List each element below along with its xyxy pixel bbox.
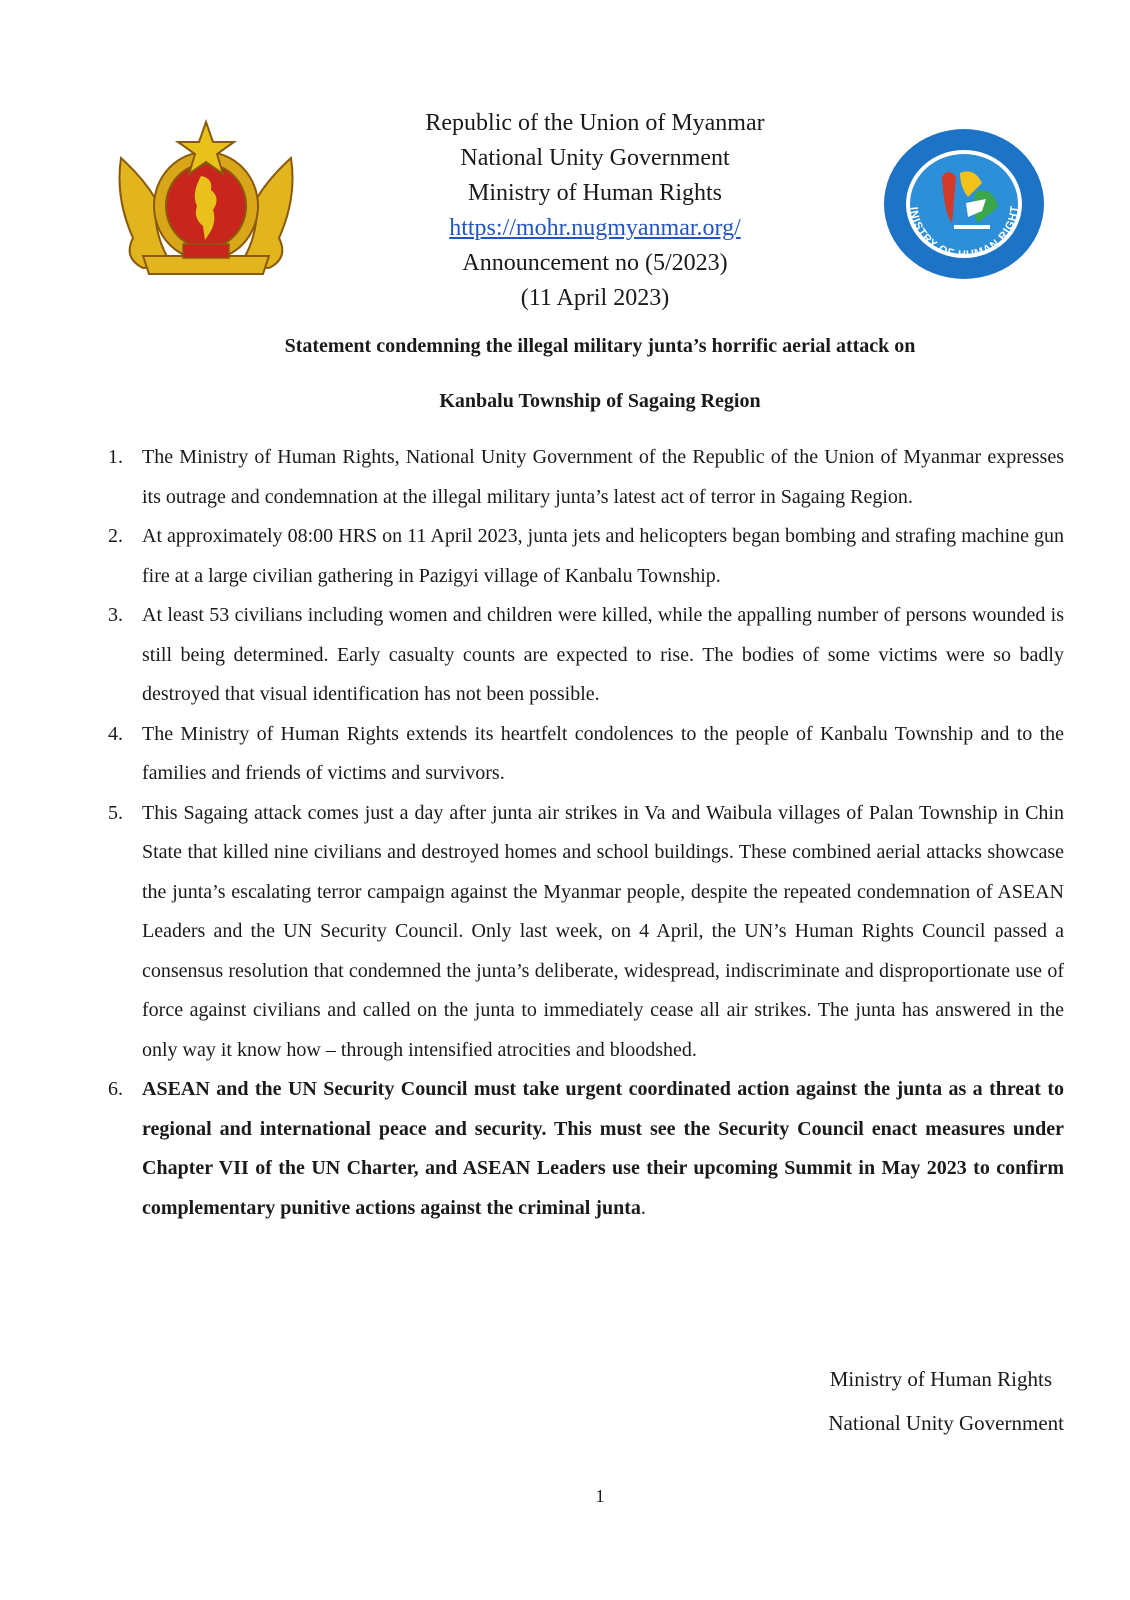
item-text: The Ministry of Human Rights, National Unity Government of the Republic of the Union of Myanmar expresses its outrage and condemnation at the illegal military junta’s latest act of terror in Sagaing Region. <box>142 446 1064 508</box>
logo-ring-text: INISTRY OF HUMAN RIGHT <box>907 204 1022 262</box>
signature-government: National Unity Government <box>828 1411 1064 1435</box>
item-number: 3. <box>108 604 123 626</box>
list-item <box>108 1070 1064 1228</box>
item-number: 4. <box>108 722 123 745</box>
ministry-logo <box>882 127 1046 281</box>
statement-title-line2: Kanbalu Township of Sagaing Region <box>439 390 761 412</box>
item-text: At least 53 civilians including women and children were killed, while the appalling number of persons wounded is still being determined. Early casualty counts are expected to rise. The bodies of some victims were so badly destroyed that visual identification has not been possible. <box>142 604 1064 705</box>
item-number: 2. <box>108 525 123 547</box>
announcement-number: Announcement no (5/2023) <box>462 250 728 276</box>
government-name: National Unity Government <box>460 145 730 171</box>
list-item <box>108 438 1064 517</box>
state-emblem-icon <box>113 118 299 276</box>
ministry-website-link[interactable]: https://mohr.nugmyanmar.org/ <box>449 215 741 241</box>
list-item <box>108 596 1064 715</box>
ministry-logo-icon <box>882 127 1046 281</box>
item-number: 1. <box>108 446 123 468</box>
state-emblem <box>113 118 299 276</box>
list-item <box>108 517 1064 596</box>
item-number: 6. <box>108 1078 123 1100</box>
country-name: Republic of the Union of Myanmar <box>425 110 765 136</box>
item-text: The Ministry of Human Rights extends its heartfelt condolences to the people of Kanbalu Township and to the families and friends of victims and survivors. <box>142 722 1064 784</box>
item-text: This Sagaing attack comes just a day after junta air strikes in Va and Waibula villages of Palan Township in Chin State that killed nine civilians and destroyed homes and school buildings. These combined aerial attacks showcase the junta’s escalating terror campaign against the Myanmar people, despite the repeated condemnation of ASEAN Leaders and the UN Security Council. Only last week, on 4 April, the UN’s Human Rights Council passed a consensus resolution that condemned the junta’s deliberate, widespread, indiscriminate and disproportionate use of force against civilians and called on the junta to immediately cease all air strikes. The junta has answered in the only way it know how – through intensified atrocities and bloodshed. <box>142 801 1064 1061</box>
ministry-name: Ministry of Human Rights <box>467 180 722 206</box>
item-text: At approximately 08:00 HRS on 11 April 2023, junta jets and helicopters began bombing and strafing machine gun fire at a large civilian gathering in Pazigyi village of Kanbalu Township. <box>142 525 1064 587</box>
page-number: 1 <box>595 1486 605 1506</box>
letterhead <box>330 106 860 316</box>
statement-body <box>108 438 1064 1228</box>
item-text-wrapper <box>142 1070 1064 1228</box>
signature-ministry: Ministry of Human Rights <box>829 1367 1052 1391</box>
statement-title-line1: Statement condemning the illegal military junta’s horrific aerial attack on <box>284 335 916 357</box>
list-item <box>108 715 1064 794</box>
item-text-tail: . <box>640 1196 646 1219</box>
item-number: 5. <box>108 801 123 824</box>
announcement-date: (11 April 2023) <box>520 285 670 311</box>
list-item <box>108 794 1064 1071</box>
signature-block <box>0 1357 1064 1445</box>
item-text-bold: ASEAN and the UN Security Council must take urgent coordinated action against the junta as a threat to regional and international peace and security. This must see the Security Council enact measures under Chapter VII of the UN Charter, and ASEAN Leaders use their upcoming Summit in May 2023 to confirm complementary punitive actions against the criminal junta <box>142 1078 1064 1219</box>
